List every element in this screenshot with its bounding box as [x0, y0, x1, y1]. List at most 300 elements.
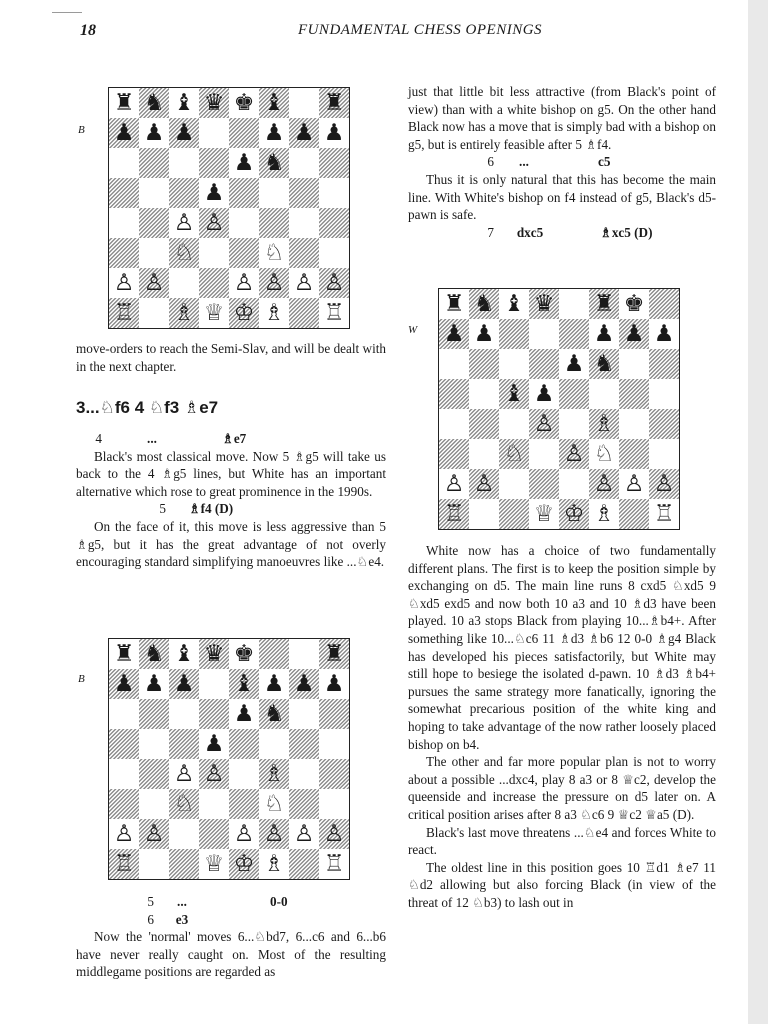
paragraph: Black's last move threatens ...♘e4 and forces White to react. — [408, 824, 716, 858]
board-square — [109, 88, 139, 118]
board-square — [289, 88, 319, 118]
board-square — [229, 669, 259, 699]
black-pawn-icon: ♟ — [203, 730, 225, 757]
chess-diagram-2 — [438, 288, 680, 530]
white-pawn-icon: ♙ — [563, 440, 585, 467]
board-square — [139, 849, 169, 879]
board-square — [439, 499, 469, 529]
board-square — [229, 849, 259, 879]
board-square — [319, 639, 349, 669]
board-square — [109, 118, 139, 148]
white-pawn-icon: ♙ — [143, 269, 165, 296]
black-pawn-icon: ♟ — [263, 119, 285, 146]
board-square — [259, 699, 289, 729]
black-pawn-icon: ♟ — [263, 670, 285, 697]
board-square — [589, 499, 619, 529]
board-square — [649, 469, 679, 499]
board-square — [649, 409, 679, 439]
black-rook-icon: ♜ — [323, 640, 345, 667]
board-square — [469, 349, 499, 379]
board-square — [589, 319, 619, 349]
black-pawn-icon: ♟ — [173, 119, 195, 146]
board-square — [289, 639, 319, 669]
board-square — [319, 669, 349, 699]
board-square — [259, 268, 289, 298]
black-queen-icon: ♛ — [203, 89, 225, 116]
white-rook-icon: ♖ — [323, 850, 345, 877]
left-column-bottom — [76, 893, 386, 981]
board-square — [229, 819, 259, 849]
black-rook-icon: ♜ — [443, 290, 465, 317]
black-pawn-icon: ♟ — [233, 700, 255, 727]
board-square — [289, 298, 319, 328]
board-square — [439, 349, 469, 379]
white-king-icon: ♔ — [233, 850, 255, 877]
board-square — [499, 289, 529, 319]
white-queen-icon: ♕ — [533, 500, 555, 527]
board-square — [499, 499, 529, 529]
board-square — [109, 298, 139, 328]
black-rook-icon: ♜ — [593, 290, 615, 317]
board-square — [169, 208, 199, 238]
board-square — [139, 118, 169, 148]
board-square — [499, 469, 529, 499]
board-square — [499, 409, 529, 439]
black-pawn-icon: ♟ — [233, 149, 255, 176]
board-square — [199, 148, 229, 178]
board-square — [619, 469, 649, 499]
black-pawn-icon: ♟ — [143, 119, 165, 146]
paragraph: Black's most classical move. Now 5 ♗g5 will take us back to the 4 ♗g5 lines, but White has an important alternative which rose to great prominence in the 1990s. — [76, 448, 386, 499]
white-knight-icon: ♘ — [263, 790, 285, 817]
white-knight-icon: ♘ — [173, 239, 195, 266]
board-square — [169, 148, 199, 178]
running-title: FUNDAMENTAL CHESS OPENINGS — [297, 22, 543, 38]
black-pawn-icon: ♟ — [443, 320, 465, 347]
black-queen-icon: ♛ — [203, 640, 225, 667]
black-knight-icon: ♞ — [143, 89, 165, 116]
board-square — [289, 208, 319, 238]
white-pawn-icon: ♙ — [263, 269, 285, 296]
board-square — [259, 238, 289, 268]
board-square — [199, 298, 229, 328]
white-bishop-icon: ♗ — [263, 760, 285, 787]
board-square — [109, 639, 139, 669]
board-square — [199, 699, 229, 729]
left-column-top — [76, 340, 386, 375]
board-square — [229, 178, 259, 208]
board-square — [619, 289, 649, 319]
board-square — [319, 148, 349, 178]
board-square — [289, 729, 319, 759]
black-pawn-icon: ♟ — [533, 380, 555, 407]
board-square — [319, 849, 349, 879]
board-square — [559, 439, 589, 469]
board-square — [439, 439, 469, 469]
board-square — [109, 208, 139, 238]
white-rook-icon: ♖ — [113, 850, 135, 877]
white-bishop-icon: ♗ — [263, 299, 285, 326]
black-pawn-icon: ♟ — [473, 320, 495, 347]
board-square — [439, 409, 469, 439]
white-rook-icon: ♖ — [323, 299, 345, 326]
board-square — [259, 819, 289, 849]
white-pawn-icon: ♙ — [263, 820, 285, 847]
move-line: 6 e3 — [147, 911, 189, 927]
board-square — [139, 238, 169, 268]
board-square — [529, 439, 559, 469]
white-bishop-icon: ♗ — [173, 299, 195, 326]
move-line: 7 dxc5 ♗xc5 (D) — [487, 224, 653, 240]
board-square — [559, 409, 589, 439]
board-square — [259, 669, 289, 699]
board-square — [649, 319, 679, 349]
black-king-icon: ♚ — [623, 290, 645, 317]
black-pawn-icon: ♟ — [653, 320, 675, 347]
board-square — [319, 178, 349, 208]
board-square — [319, 238, 349, 268]
board-square — [139, 669, 169, 699]
board-square — [529, 499, 559, 529]
white-rook-icon: ♖ — [113, 299, 135, 326]
board-square — [109, 819, 139, 849]
board-square — [259, 88, 289, 118]
board-square — [469, 469, 499, 499]
board-square — [229, 238, 259, 268]
board-square — [289, 669, 319, 699]
board-square — [229, 88, 259, 118]
white-pawn-icon: ♙ — [443, 470, 465, 497]
board-square — [109, 669, 139, 699]
board-square — [319, 268, 349, 298]
board-square — [199, 208, 229, 238]
white-pawn-icon: ♙ — [173, 760, 195, 787]
board-square — [109, 699, 139, 729]
board-square — [199, 118, 229, 148]
board-square — [229, 118, 259, 148]
board-square — [229, 639, 259, 669]
black-pawn-icon: ♟ — [323, 119, 345, 146]
board-square — [139, 759, 169, 789]
board-square — [319, 789, 349, 819]
black-king-icon: ♚ — [233, 640, 255, 667]
black-king-icon: ♚ — [233, 89, 255, 116]
paragraph: move-orders to reach the Semi-Slav, and will be dealt with in the next chapter. — [76, 341, 386, 374]
board-square — [169, 88, 199, 118]
board-square — [469, 289, 499, 319]
black-rook-icon: ♜ — [323, 89, 345, 116]
board-square — [289, 849, 319, 879]
board-square — [199, 88, 229, 118]
white-knight-icon: ♘ — [173, 790, 195, 817]
board-square — [199, 759, 229, 789]
board-square — [589, 379, 619, 409]
board-square — [559, 499, 589, 529]
board-square — [199, 849, 229, 879]
move-line: 5 ... 0-0 — [147, 894, 288, 909]
white-king-icon: ♔ — [563, 500, 585, 527]
board-square — [289, 759, 319, 789]
board-square — [109, 759, 139, 789]
white-bishop-icon: ♗ — [263, 850, 285, 877]
board-square — [529, 469, 559, 499]
board-square — [139, 268, 169, 298]
board-square — [169, 759, 199, 789]
board-square — [469, 499, 499, 529]
black-pawn-icon: ♟ — [593, 320, 615, 347]
white-pawn-icon: ♙ — [323, 820, 345, 847]
white-bishop-icon: ♗ — [593, 410, 615, 437]
board-square — [529, 379, 559, 409]
white-pawn-icon: ♙ — [173, 209, 195, 236]
black-rook-icon: ♜ — [113, 89, 135, 116]
board-square — [109, 729, 139, 759]
paragraph: White now has a choice of two fundamentally different plans. The first is to keep the position simple by exchanging on d5. The main line runs 8 cxd5 ♘xd5 9 ♘xd5 exd5 and now both 10 a3 and 10 ♗d3 have been played. 10 a3 stops Black from playing 10...♗b4+. After something like 10...♘c6 11 ♗d3 ♗b6 12 0-0 ♗g4 Black has developed his pieces satisfactorily, but White may still hope to besiege the isolated d-pawn. 10 ♗d3 ♗b4+ pursues the same strategy more fanatically, ignoring the somewhat precarious position of the white king and hoping to take advantage of the now rather loosely placed bishop on b4. — [408, 543, 716, 752]
white-pawn-icon: ♙ — [473, 470, 495, 497]
board-square — [259, 298, 289, 328]
board-square — [139, 699, 169, 729]
paragraph: just that little bit less attractive (from Black's point of view) than with a white bishop on g5. On the other hand Black now has a move that is simply bad with a bishop on g5, but is entirely feasible after 5 ♗f4. — [408, 84, 716, 152]
black-queen-icon: ♛ — [533, 290, 555, 317]
board-square — [289, 699, 319, 729]
board-square — [589, 349, 619, 379]
black-pawn-icon: ♟ — [563, 350, 585, 377]
board-square — [199, 789, 229, 819]
board-square — [289, 178, 319, 208]
board-square — [229, 298, 259, 328]
board-square — [439, 289, 469, 319]
board-square — [229, 789, 259, 819]
board-square — [169, 699, 199, 729]
board-square — [619, 439, 649, 469]
board-square — [319, 819, 349, 849]
board-square — [139, 729, 169, 759]
paragraph: Thus it is only natural that this has become the main line. With White's bishop on f4 instead of g5, Black's d5-pawn is safe. — [408, 171, 716, 223]
black-rook-icon: ♜ — [113, 640, 135, 667]
board-square — [139, 639, 169, 669]
white-pawn-icon: ♙ — [593, 470, 615, 497]
board-square — [469, 409, 499, 439]
board-square — [169, 639, 199, 669]
board-square — [229, 208, 259, 238]
board-square — [589, 469, 619, 499]
board-square — [499, 379, 529, 409]
white-queen-icon: ♕ — [203, 299, 225, 326]
board-square — [259, 178, 289, 208]
white-pawn-icon: ♙ — [533, 410, 555, 437]
board-square — [319, 729, 349, 759]
black-pawn-icon: ♟ — [143, 670, 165, 697]
board-square — [199, 669, 229, 699]
board-square — [259, 759, 289, 789]
board-square — [529, 409, 559, 439]
header-rule — [52, 12, 82, 13]
section-heading: 3...♘f6 4 ♘f3 ♗e7 — [76, 398, 219, 417]
white-pawn-icon: ♙ — [293, 269, 315, 296]
board-square — [529, 319, 559, 349]
black-pawn-icon: ♟ — [173, 670, 195, 697]
board-square — [439, 319, 469, 349]
board-square — [199, 238, 229, 268]
white-bishop-icon: ♗ — [593, 500, 615, 527]
board-square — [259, 148, 289, 178]
paragraph: On the face of it, this move is less aggressive than 5 ♗g5, but it has the great advantage of not overly encouraging standard simplifying manoeuvres like ...♘e4. — [76, 518, 386, 570]
white-pawn-icon: ♙ — [203, 760, 225, 787]
white-pawn-icon: ♙ — [323, 269, 345, 296]
board-square — [229, 759, 259, 789]
board-square — [559, 319, 589, 349]
diagram-2-side: W — [408, 324, 418, 336]
board-square — [319, 699, 349, 729]
board-square — [169, 268, 199, 298]
move-line: 5 ♗f4 (D) — [159, 501, 234, 517]
board-square — [169, 178, 199, 208]
black-bishop-icon: ♝ — [503, 290, 525, 317]
board-square — [199, 729, 229, 759]
black-pawn-icon: ♟ — [203, 179, 225, 206]
board-square — [169, 789, 199, 819]
paragraph: The other and far more popular plan is not to worry about a possible ...dxc4, play 8 a3 or 8 ♕c2, develop the queenside and increase the pressure on d5 later on. A critical position arises after 8 a3 ♘c6 9 ♕c2 ♕a5 (D). — [408, 754, 716, 822]
board-square — [109, 849, 139, 879]
board-square — [559, 379, 589, 409]
board-square — [169, 729, 199, 759]
board-square — [589, 439, 619, 469]
board-square — [169, 118, 199, 148]
board-square — [469, 319, 499, 349]
board-square — [619, 319, 649, 349]
board-square — [139, 88, 169, 118]
board-square — [589, 289, 619, 319]
board-square — [259, 849, 289, 879]
white-rook-icon: ♖ — [443, 500, 465, 527]
board-square — [229, 729, 259, 759]
white-king-icon: ♔ — [233, 299, 255, 326]
board-square — [619, 499, 649, 529]
board-square — [199, 819, 229, 849]
board-square — [139, 789, 169, 819]
white-pawn-icon: ♙ — [143, 820, 165, 847]
board-square — [109, 178, 139, 208]
board-square — [469, 439, 499, 469]
board-square — [229, 699, 259, 729]
board-square — [259, 118, 289, 148]
board-square — [199, 178, 229, 208]
board-square — [259, 639, 289, 669]
board-square — [439, 379, 469, 409]
board-square — [499, 319, 529, 349]
move-line: 6 ... c5 — [487, 154, 611, 170]
black-knight-icon: ♞ — [263, 700, 285, 727]
white-knight-icon: ♘ — [503, 440, 525, 467]
white-knight-icon: ♘ — [593, 440, 615, 467]
left-column-middle — [76, 430, 386, 571]
board-square — [499, 439, 529, 469]
diagram-1-side: B — [78, 124, 85, 136]
board-square — [319, 759, 349, 789]
white-pawn-icon: ♙ — [203, 209, 225, 236]
paragraph: The oldest line in this position goes 10 ♖d1 ♗e7 11 ♘d2 allowing but also forcing Black (in view of the threat of 12 ♘b3) to lash out in — [408, 859, 716, 910]
board-square — [619, 379, 649, 409]
white-queen-icon: ♕ — [203, 850, 225, 877]
board-square — [289, 789, 319, 819]
white-pawn-icon: ♙ — [623, 470, 645, 497]
white-rook-icon: ♖ — [653, 500, 675, 527]
board-square — [529, 349, 559, 379]
black-bishop-icon: ♝ — [503, 380, 525, 407]
black-knight-icon: ♞ — [263, 149, 285, 176]
board-square — [139, 298, 169, 328]
board-square — [619, 349, 649, 379]
page-number: 18 — [80, 22, 96, 39]
board-square — [199, 639, 229, 669]
board-square — [139, 148, 169, 178]
board-square — [259, 789, 289, 819]
chess-diagram-3 — [108, 638, 350, 880]
black-pawn-icon: ♟ — [623, 320, 645, 347]
black-pawn-icon: ♟ — [293, 119, 315, 146]
board-square — [139, 819, 169, 849]
board-square — [649, 499, 679, 529]
black-bishop-icon: ♝ — [173, 89, 195, 116]
black-pawn-icon: ♟ — [293, 670, 315, 697]
board-square — [109, 238, 139, 268]
board-square — [169, 849, 199, 879]
board-square — [169, 298, 199, 328]
white-pawn-icon: ♙ — [233, 269, 255, 296]
black-bishop-icon: ♝ — [173, 640, 195, 667]
board-square — [289, 819, 319, 849]
board-square — [169, 669, 199, 699]
white-pawn-icon: ♙ — [653, 470, 675, 497]
board-square — [649, 289, 679, 319]
board-square — [649, 349, 679, 379]
board-square — [319, 298, 349, 328]
board-square — [589, 409, 619, 439]
black-pawn-icon: ♟ — [323, 670, 345, 697]
black-pawn-icon: ♟ — [113, 119, 135, 146]
board-square — [319, 88, 349, 118]
white-pawn-icon: ♙ — [233, 820, 255, 847]
board-square — [469, 379, 499, 409]
white-knight-icon: ♘ — [263, 239, 285, 266]
board-square — [109, 268, 139, 298]
board-square — [259, 729, 289, 759]
board-square — [559, 289, 589, 319]
board-square — [439, 469, 469, 499]
black-bishop-icon: ♝ — [263, 89, 285, 116]
right-column-bottom — [408, 542, 716, 911]
board-square — [229, 148, 259, 178]
black-knight-icon: ♞ — [473, 290, 495, 317]
board-square — [199, 268, 229, 298]
board-square — [319, 118, 349, 148]
board-square — [289, 118, 319, 148]
white-pawn-icon: ♙ — [293, 820, 315, 847]
board-square — [259, 208, 289, 238]
board-square — [499, 349, 529, 379]
board-square — [109, 148, 139, 178]
board-square — [139, 208, 169, 238]
black-knight-icon: ♞ — [143, 640, 165, 667]
white-pawn-icon: ♙ — [113, 820, 135, 847]
board-square — [289, 268, 319, 298]
diagram-3-side: B — [78, 673, 85, 685]
board-square — [559, 349, 589, 379]
board-square — [169, 819, 199, 849]
chess-diagram-1 — [108, 87, 350, 329]
board-square — [559, 469, 589, 499]
board-square — [289, 238, 319, 268]
